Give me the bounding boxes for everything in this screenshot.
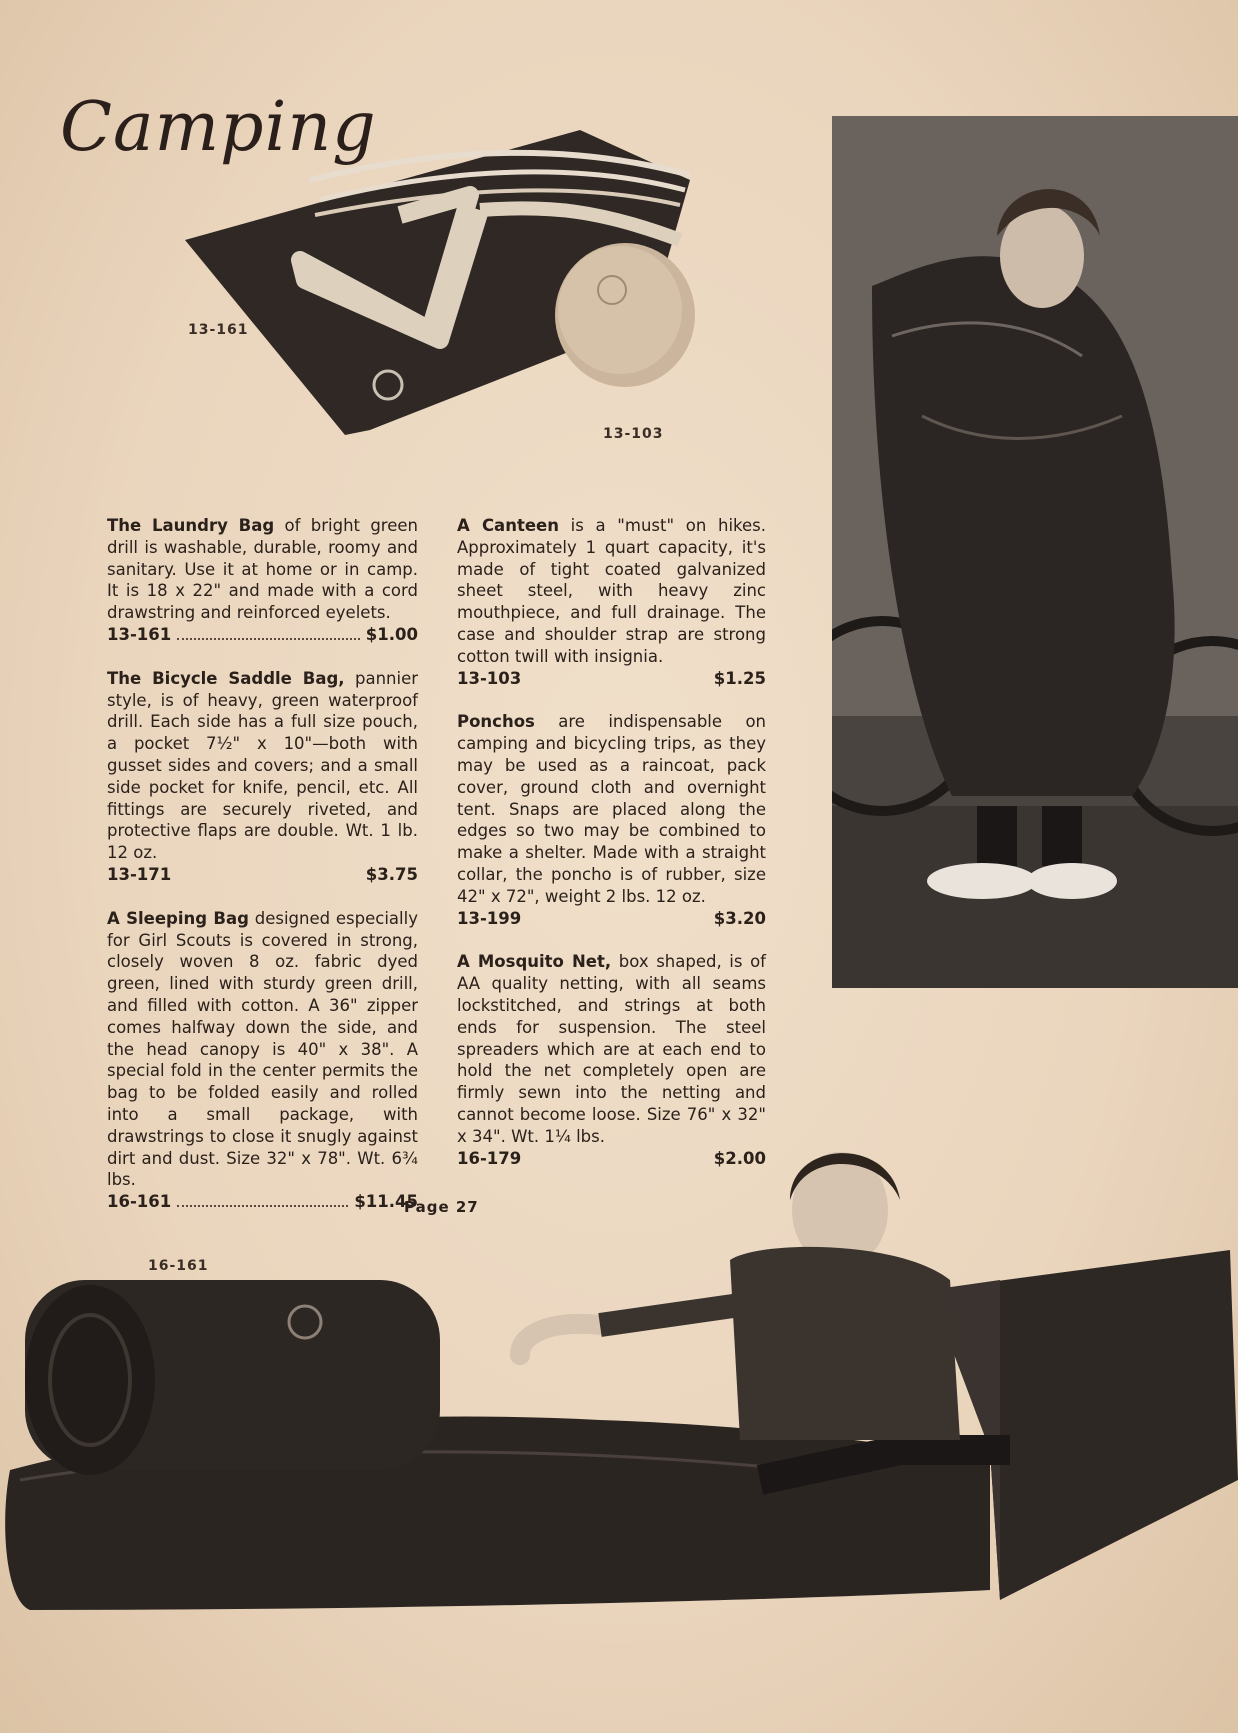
poncho-description: [457, 711, 766, 929]
laundry-bag-canteen-photo: [180, 120, 710, 440]
item-text: designed especially for Girl Scouts is covered in strong, closely woven 8 oz. fabric dyed green, lined with sturdy green drill, and filled with cotton. A 36" zipper comes halfway down the side, and the head canopy is 40" x 38". A special fold in the center permits the bag to be folded easily and rolled into a small package, with drawstrings to close it snugly against dirt and dust. Size 32" x 78". Wt. 6¾ lbs.: [107, 908, 418, 1190]
right-text-column: [457, 515, 766, 1191]
poncho-photo: [832, 116, 1238, 988]
item-price: $1.25: [713, 668, 766, 688]
item-price: $11.45: [354, 1192, 418, 1212]
item-price: $3.20: [713, 908, 766, 928]
price-line: [107, 864, 418, 886]
item-name: A Canteen: [457, 516, 559, 535]
item-code: 13-103: [457, 668, 522, 688]
item-code: 13-171: [107, 864, 172, 884]
item-name: The Bicycle Saddle Bag,: [107, 668, 345, 688]
item-code: 13-161: [107, 624, 172, 644]
item-price: $1.00: [365, 624, 418, 644]
item-name: The Laundry Bag: [107, 516, 275, 535]
item-text: of bright green drill is washable, durable, roomy and sanitary. Use it at home or in camp. It is 18 x 22" and made with a cord drawstring and reinforced eyelets.: [107, 516, 418, 623]
item-text: pannier style, is of heavy, green waterproof drill. Each side has a full size pouch, a pocket 7½" x 10"—both with gusset sides and covers; and a small side pocket for knife, pencil, etc. All fittings are securely riveted, and protective flaps are double. Wt. 1 lb. 12 oz.: [107, 668, 418, 863]
item-name: A Sleeping Bag: [107, 908, 249, 928]
price-line: [107, 624, 418, 646]
saddle-bag-description: [107, 668, 418, 886]
item-text: are indispensable on camping and bicycling trips, as they may be used as a raincoat, pack cover, ground cloth and overnight tent. Snaps are placed along the edges so two may be combined to make a shelter. Made with a straight collar, the poncho is of rubber, size 42" x 72", weight 2 lbs. 12 oz.: [457, 712, 766, 906]
item-code: 16-179: [457, 1148, 522, 1168]
page-number: Page 27: [404, 1198, 479, 1216]
laundry-bag-code-label: 13-161: [188, 322, 249, 338]
canteen-description: [457, 515, 766, 689]
item-price: $3.75: [365, 864, 418, 884]
price-line: [457, 668, 766, 690]
laundry-bag-description: [107, 515, 418, 646]
item-name: A Mosquito Net,: [457, 952, 612, 972]
sleeping-bag-photo: [0, 1120, 1238, 1660]
item-code: 13-199: [457, 908, 522, 928]
page-title: Camping: [60, 88, 377, 167]
item-text: box shaped, is of AA quality netting, with all seams lockstitched, and strings at both ends for suspension. The steel spreaders which are at each end to hold the net completely open are firmly sewn into the netting and cannot become loose. Size 76" x 32" x 34". Wt. 1¼ lbs.: [457, 952, 766, 1146]
sleeping-bag-code-label: 16-161: [148, 1258, 209, 1274]
item-code: 16-161: [107, 1192, 172, 1212]
price-line: [457, 908, 766, 930]
canteen-code-label: 13-103: [603, 426, 664, 442]
item-price: $2.00: [713, 1148, 766, 1168]
item-text: is a "must" on hikes. Approximately 1 quart capacity, it's made of tight coated galvanized sheet steel, with heavy zinc mouthpiece, and full drainage. The case and shoulder strap are strong cotton twill with insignia.: [457, 516, 766, 666]
item-name: Ponchos: [457, 712, 535, 732]
